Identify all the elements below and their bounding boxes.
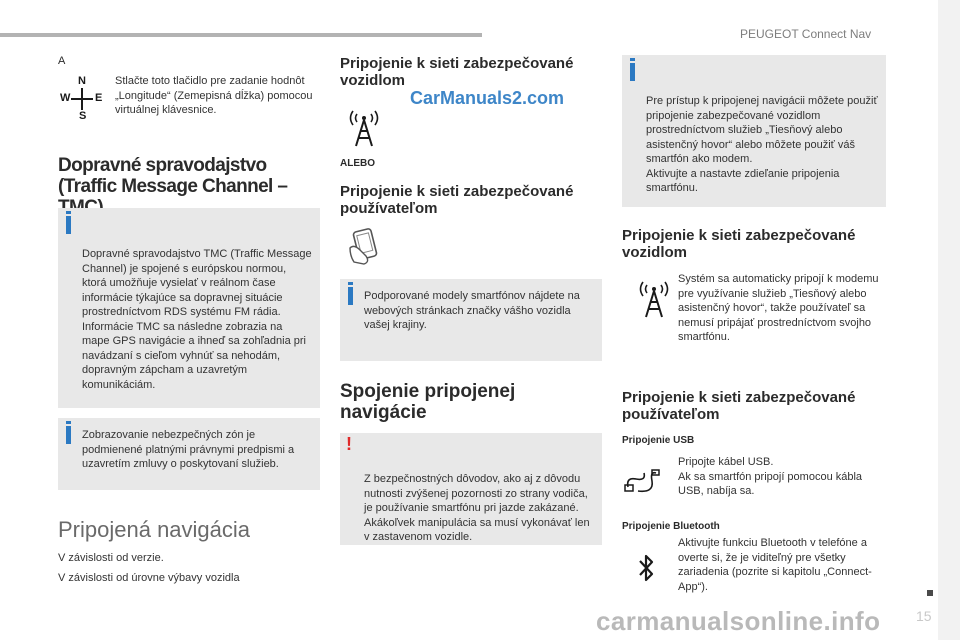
- side-strip: [938, 0, 960, 640]
- connected-nav-title: Pripojená navigácia: [58, 517, 251, 542]
- usb-label: Pripojenie USB: [622, 435, 695, 446]
- access-note: [622, 55, 886, 207]
- tmc-title: Dopravné spravodajstvo (Traffic Message Channel –: [58, 155, 288, 197]
- info-icon: [66, 426, 71, 444]
- square-bullet-icon: [927, 590, 933, 596]
- info-icon: [348, 287, 353, 305]
- bluetooth-icon: [636, 552, 656, 589]
- watermark-footer: carmanualsonline.info: [596, 606, 881, 636]
- warning-icon: !: [346, 434, 352, 454]
- bluetooth-text: Aktivujte funkciu Bluetooth v telefóne a overte si, že je viditeľný pre všetky zariadenia (pozrite si kapitolu „Connect-App“).: [678, 537, 872, 593]
- info-icon: [66, 216, 71, 234]
- label-a: A: [58, 55, 66, 67]
- vehicle-network-text: Systém sa automaticky pripojí k modemu pre využívanie služieb „Tiesňový alebo asistenčný hovor“, takže používateľ sa nemusí pripájať prostredníctvom svojho smartfónu.: [678, 273, 879, 343]
- page-number: 15: [916, 608, 932, 624]
- header-rule: [0, 33, 482, 37]
- usb-text: Pripojte kábel USB. Ak sa smartfón pripojí pomocou kábla USB, nabíja sa.: [678, 456, 863, 497]
- compass-icon: [60, 75, 104, 123]
- safety-warning-note: [340, 433, 602, 545]
- compass-w: W: [60, 92, 71, 104]
- access-note-text: Pre prístup k pripojenej navigácii môžete použiť pripojenie zabezpečované vozidlom prostredníctvom služieb „Tiesňový alebo asistenčný hovor“ alebo môžete použiť váš smartfón ako modem. Aktivujte a nastavte zdieľanie pripojenia smartfónu.: [646, 95, 878, 194]
- smartphone-models-text: Podporované modely smartfónov nájdete na webových stránkach značky vášho vozidla vašej krajiny.: [364, 290, 580, 331]
- equipment-line: V závislosti od úrovne výbavy vozidla: [58, 572, 240, 584]
- safety-warning-text: Z bezpečnostných dôvodov, ako aj z dôvodu nutnosti zvýšenej pozornosti zo strany vodiča, je používanie smartfónu pri jazde zakázané. Akákoľvek manipulácia sa musí vykonávať len v zastavenom vozidle.: [364, 473, 590, 543]
- version-line: V závislosti od verzie.: [58, 552, 164, 564]
- vehicle-network-title-2: Pripojenie k sieti zabezpečované vozidlom: [622, 227, 856, 261]
- danger-zone-note: [58, 418, 320, 490]
- danger-zone-text: Zobrazovanie nebezpečných zón je podmienené platnými právnymi predpismi a uzavretím zmluvy o poskytovaní služieb.: [82, 429, 295, 470]
- watermark-carmanuals: CarManuals2.com: [410, 88, 565, 108]
- info-icon: [630, 63, 635, 81]
- user-network-title: Pripojenie k sieti zabezpečované používateľom: [340, 183, 574, 217]
- compass-description: Stlačte toto tlačidlo pre zadanie hodnôt „Longitude“ (Zemepisná dĺžka) pomocou virtuálnej klávesnice.: [115, 75, 313, 116]
- manual-title: PEUGEOT Connect Nav: [740, 27, 872, 41]
- compass-s: S: [79, 110, 87, 122]
- user-network-title-2: Pripojenie k sieti zabezpečované používateľom: [622, 389, 856, 423]
- tmc-info-note: [58, 208, 320, 408]
- tmc-info-text: Dopravné spravodajstvo TMC (Traffic Message Channel) je spojené s európskou normou, ktorá umožňuje vysielať v reálnom čase informácie týkajúce sa dopravnej situácie prostredníctvom RDS systému FM rádia. Informácie TMC sa následne zobrazia na mape GPS navigácie a ihneď sa zohľadnia pri navádzaní s cieľom vyhnúť sa nehodám, dopravným zápcham a uzavretým komunikáciám.: [82, 248, 312, 391]
- smartphone-icon: [346, 226, 382, 271]
- pairing-title: Spojenie pripojenej navigácie: [340, 381, 516, 423]
- antenna-icon: [346, 108, 382, 153]
- vehicle-network-title: Pripojenie k sieti zabezpečované vozidlom: [340, 55, 574, 89]
- compass-e: E: [95, 92, 103, 104]
- smartphone-models-note: [340, 279, 602, 361]
- antenna-icon: [636, 279, 672, 324]
- usb-cable-icon: [624, 467, 660, 500]
- or-label: ALEBO: [340, 158, 375, 169]
- bluetooth-label: Pripojenie Bluetooth: [622, 521, 720, 532]
- compass-n: N: [78, 75, 86, 87]
